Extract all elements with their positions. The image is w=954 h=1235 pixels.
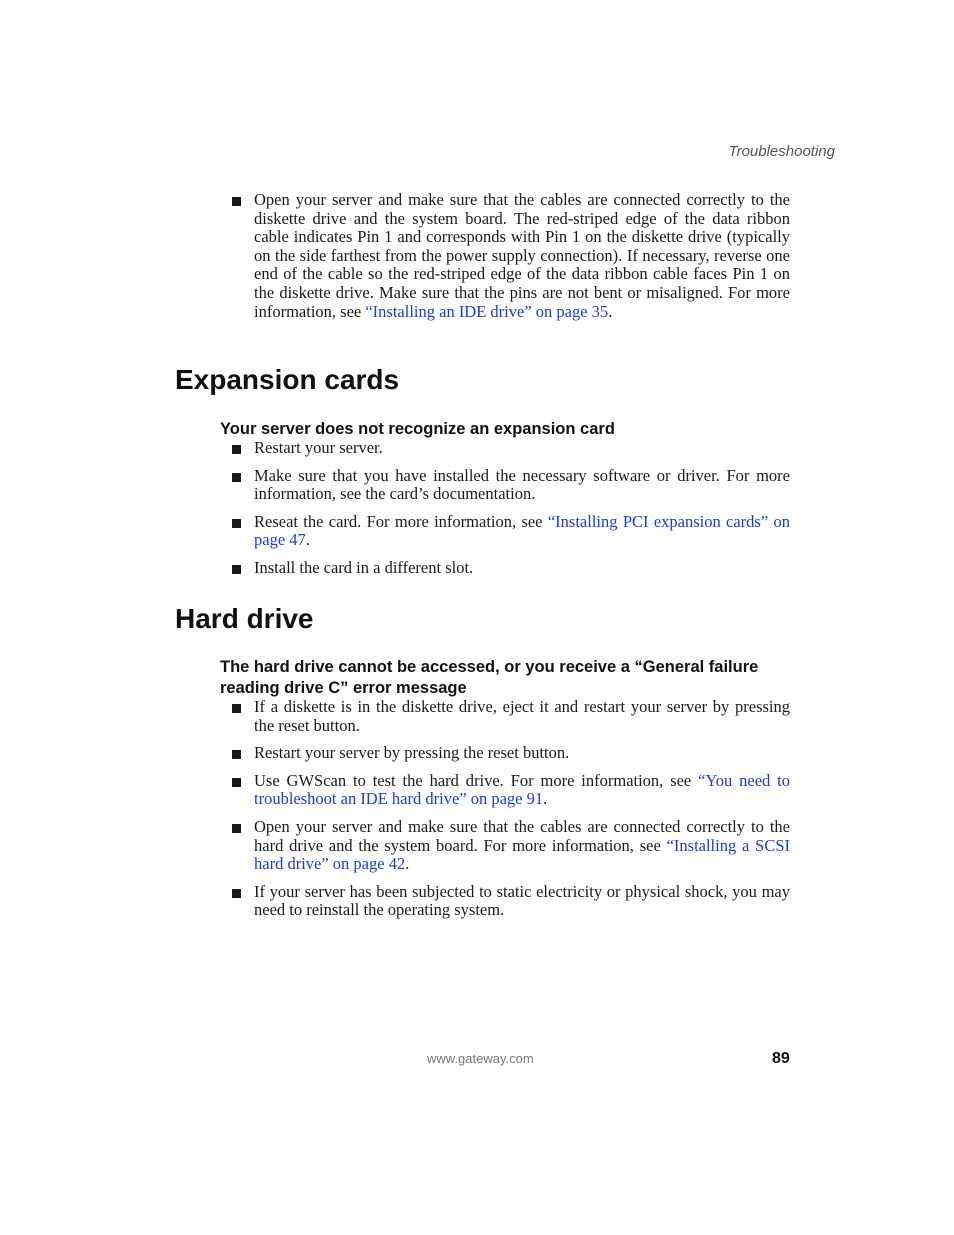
item-text-end: . bbox=[405, 854, 410, 874]
item-text: Install the card in a different slot. bbox=[254, 557, 474, 577]
list-item bbox=[230, 883, 790, 920]
square-bullet-icon bbox=[232, 519, 241, 528]
item-text: If your server has been subjected to static electricity or physical shock, you may need to reinstall the operating system. bbox=[254, 881, 790, 920]
list-item bbox=[230, 559, 790, 578]
list-item bbox=[230, 467, 790, 504]
square-bullet-icon bbox=[232, 197, 241, 206]
list-item bbox=[230, 772, 790, 809]
subsection-title-expansion: Your server does not recognize an expansion card bbox=[220, 420, 615, 438]
subsection-title-hard-drive: The hard drive cannot be accessed, or you receive a “General failure reading drive C” error message bbox=[220, 658, 759, 697]
expansion-list bbox=[230, 439, 790, 578]
square-bullet-icon bbox=[232, 704, 241, 713]
cross-reference-link[interactable]: “Installing PCI expansion cards” on page 47 bbox=[254, 511, 790, 550]
running-head: Troubleshooting bbox=[728, 143, 835, 160]
list-item bbox=[230, 698, 790, 735]
square-bullet-icon bbox=[232, 473, 241, 482]
cross-reference-link[interactable]: “Installing a SCSI hard drive” on page 42 bbox=[254, 835, 790, 874]
item-text: If a diskette is in the diskette drive, eject it and restart your server by pressing the reset button. bbox=[254, 697, 790, 735]
cross-reference-link[interactable]: “You need to troubleshoot an IDE hard drive” on page 91 bbox=[254, 770, 790, 809]
item-text: Restart your server. bbox=[254, 438, 383, 457]
item-text-end: . bbox=[543, 789, 548, 809]
square-bullet-icon bbox=[232, 778, 241, 787]
item-text-end: . bbox=[305, 530, 310, 550]
intro-list bbox=[230, 191, 790, 321]
section-title-hard-drive: Hard drive bbox=[175, 603, 314, 634]
section-title-expansion-cards: Expansion cards bbox=[175, 364, 400, 395]
list-item bbox=[230, 513, 790, 550]
page-number: 89 bbox=[772, 1050, 790, 1067]
item-text: Restart your server by pressing the reset button. bbox=[254, 743, 570, 763]
square-bullet-icon bbox=[232, 750, 241, 759]
list-item bbox=[230, 439, 790, 458]
list-item bbox=[230, 191, 790, 321]
item-text: Use GWScan to test the hard drive. For more information, see bbox=[254, 770, 699, 790]
footer-url-link[interactable]: www.gateway.com bbox=[427, 1051, 534, 1066]
item-text: Open your server and make sure that the cables are connected correctly to the hard drive and the system board. For more information, see bbox=[254, 816, 790, 855]
square-bullet-icon bbox=[232, 445, 241, 454]
list-item bbox=[230, 818, 790, 874]
item-text: Make sure that you have installed the necessary software or driver. For more information, see the card’s documentation. bbox=[254, 465, 790, 504]
hard-drive-list bbox=[230, 698, 790, 920]
list-item bbox=[230, 744, 790, 763]
square-bullet-icon bbox=[232, 889, 241, 898]
item-text: Open your server and make sure that the cables are connected correctly to the diskette drive and the system board. The red-striped edge of the data ribbon cable indicates Pin 1 and corresponds with Pin 1 on the diskette drive (typically on the side farthest from the power supply connection). If necessary, reverse one end of the cable so the red-striped edge of the data ribbon cable faces Pin 1 on the diskette drive. Make sure that the pins are not bent or misaligned. For more information, see bbox=[254, 190, 790, 321]
square-bullet-icon bbox=[232, 824, 241, 833]
cross-reference-link[interactable]: “Installing an IDE drive” on page 35 bbox=[365, 301, 609, 321]
item-text: Reseat the card. For more information, see bbox=[254, 511, 548, 531]
square-bullet-icon bbox=[232, 565, 241, 574]
item-text-end: . bbox=[608, 301, 613, 321]
